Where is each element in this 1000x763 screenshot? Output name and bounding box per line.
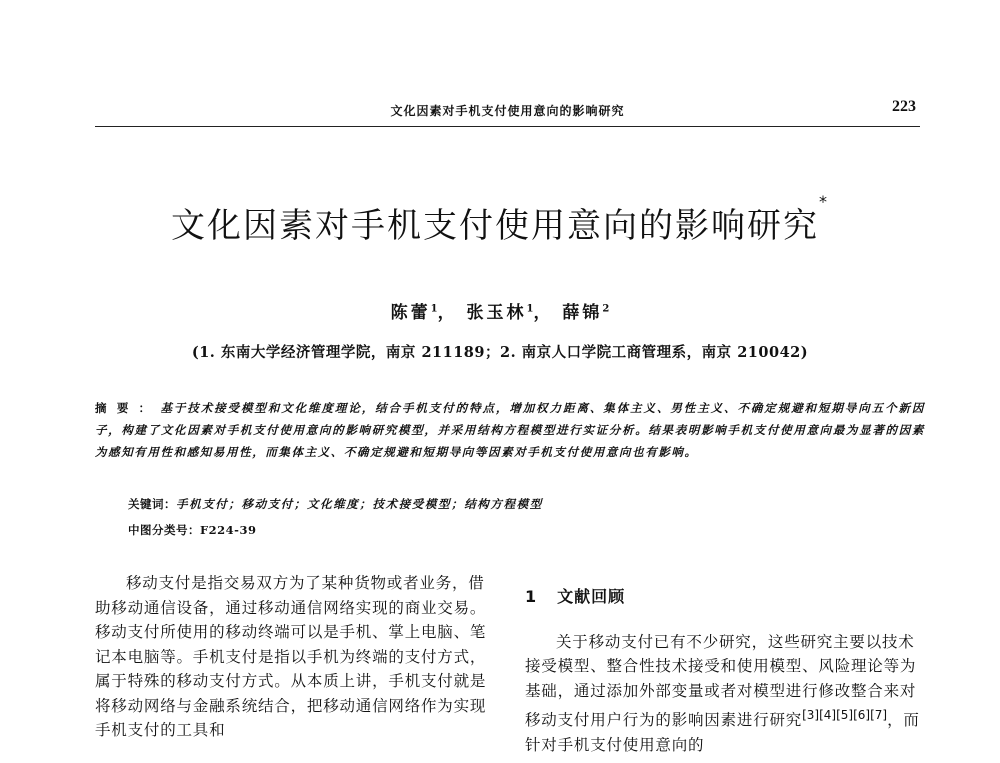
title-footnote-mark: * [819, 192, 829, 211]
clc-value: F224-39 [200, 523, 257, 537]
author-list [0, 298, 1000, 323]
keywords-text: 手机支付；移动支付；文化维度；技术接受模型；结构方程模型 [176, 497, 543, 511]
abstract-text: 基于技术接受模型和文化维度理论，结合手机支付的特点，增加权力距离、集体主义、男性主义、不确定规避和短期导向五个新因子，构建了文化因素对手机支付使用意向的影响研究模型，并采用结构方程模型进行实证分析。结果表明影响手机支付使用意向最为显著的因素为感知有用性和感知易用性，而集体主义、不确定规避和短期导向等因素对手机支付使用意向也有影响。 [95, 401, 926, 459]
author-separator: ， [533, 303, 554, 323]
author-separator: ， [437, 303, 458, 323]
citation-refs: [3][4][5][6][7] [802, 708, 888, 722]
body-left-column [95, 571, 500, 743]
header-rule [95, 126, 920, 127]
paragraph-text: 关于移动支付已有不少研究，这些研究主要以技术接受模型、整合性技术接受和使用模型、风险理论等为基础，通过添加外部变量或者对模型进行修改整合来对移动支付用户行为的影响因素进行研究 [525, 632, 917, 730]
section-number: 1 [525, 587, 538, 606]
author-name: 张玉林 [466, 303, 527, 323]
body-paragraph [525, 630, 930, 758]
abstract-label: 摘要： [95, 401, 161, 415]
keywords [128, 496, 543, 512]
author-name: 陈蕾 [390, 303, 431, 323]
author-affil-mark: 2 [602, 303, 610, 315]
author-name: 薛锦 [562, 303, 603, 323]
section-heading [525, 585, 930, 610]
page-number: 223 [892, 98, 916, 115]
clc-label: 中图分类号： [128, 523, 200, 537]
author-affil-mark: 1 [430, 303, 438, 315]
body-right-column [525, 585, 930, 757]
paragraph-tail: ，而针对手机支付使用意向的 [525, 711, 920, 754]
body-paragraph: 移动支付是指交易双方为了某种货物或者业务，借助移动通信设备，通过移动通信网络实现的商业交易。移动支付所使用的移动终端可以是手机、掌上电脑、笔记本电脑等。手机支付是指以手机为终端的支付方式，属于特殊的移动支付方式。从本质上讲，手机支付就是将移动网络与金融系统结合，把移动通信网络作为实现手机支付的工具和 [95, 574, 487, 739]
running-header-title: 文化因素对手机支付使用意向的影响研究 [390, 104, 625, 118]
running-header [95, 96, 920, 126]
affiliation: (1. 东南大学经济管理学院，南京 211189；2. 南京人口学院工商管理系，南京 210042) [191, 344, 809, 361]
article-title-text: 文化因素对手机支付使用意向的影响研究 [171, 206, 819, 246]
clc-number [128, 522, 256, 538]
author-affil-mark: 1 [526, 303, 534, 315]
keywords-label: 关键词： [128, 497, 176, 511]
section-title: 文献回顾 [557, 587, 626, 606]
article-title [0, 192, 1000, 247]
abstract [95, 397, 925, 463]
